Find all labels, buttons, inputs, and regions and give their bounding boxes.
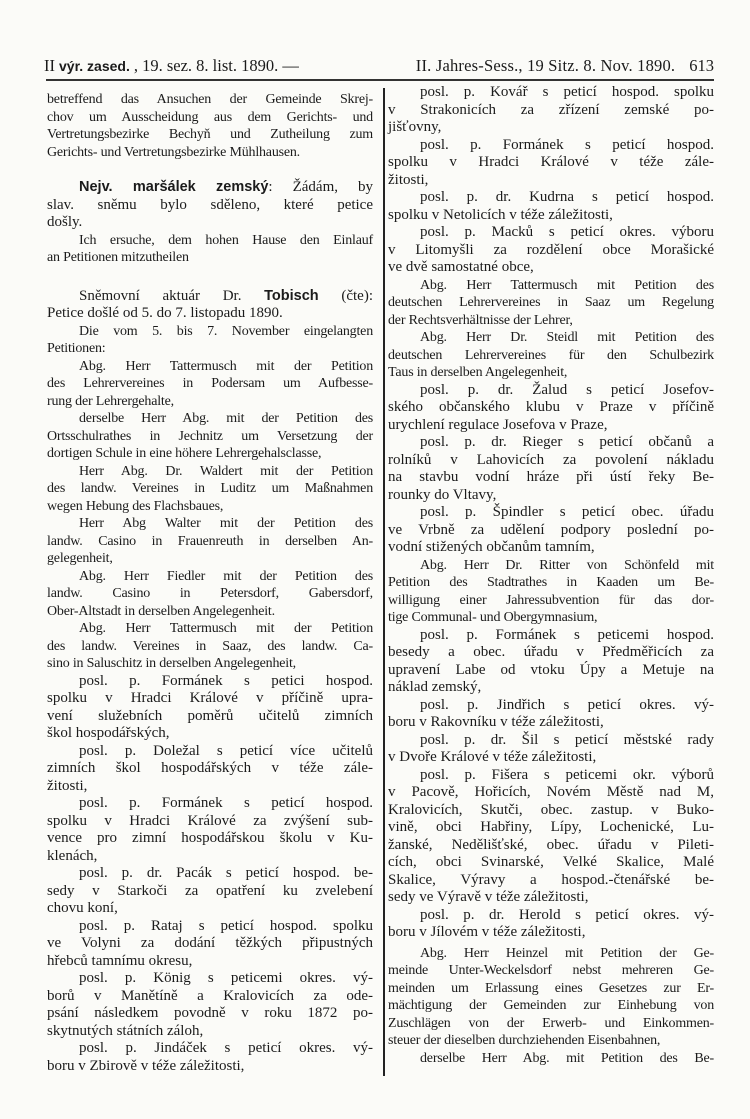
text-line bbox=[47, 918, 373, 936]
line-text: steuer der dieselben durchziehenden Eisenbahnen, bbox=[388, 1033, 661, 1048]
text-line bbox=[388, 259, 714, 277]
line-text: spolku v Hradci Králové za zvýšení sub- bbox=[47, 812, 373, 829]
text-line bbox=[388, 945, 714, 963]
text-line bbox=[388, 997, 714, 1015]
line-text: urychlení regulace Josefova v Praze, bbox=[388, 416, 608, 433]
header-date-de: II. Jahres-Sess., 19 Sitz. 8. Nov. 1890. bbox=[415, 56, 676, 75]
text-line bbox=[388, 662, 714, 680]
text-line bbox=[388, 889, 714, 907]
text-line bbox=[388, 592, 714, 610]
line-text: chovu koní, bbox=[47, 900, 118, 916]
line-text: posl. p. dr. Rieger s peticí občanů a bbox=[420, 434, 714, 450]
text-line bbox=[47, 988, 373, 1006]
text-line bbox=[47, 498, 373, 516]
text-line bbox=[388, 907, 714, 925]
line-text: willigung einer Jahressubvention für das dor- bbox=[388, 592, 714, 608]
line-text: Zuschlägen von der Erwerb- und Einkommen- bbox=[388, 1015, 714, 1031]
line-text: posl. p. Macků s peticí okres. výboru bbox=[420, 224, 714, 240]
text-line bbox=[47, 830, 373, 848]
text-line bbox=[47, 126, 373, 144]
line-text: Abg. Herr Tattermusch mit Petition des bbox=[420, 277, 714, 293]
line-text: : Žádám, by bbox=[268, 179, 373, 195]
text-line bbox=[47, 91, 373, 109]
line-text: slav. sněmu bylo sděleno, které petice bbox=[47, 196, 373, 213]
line-text: hřebců tamnímu okresu, bbox=[47, 952, 193, 969]
line-text: Petitionen: bbox=[47, 341, 106, 356]
text-line bbox=[388, 924, 714, 942]
line-text: Skalice, Výravy a hospod.-čtenářské be- bbox=[388, 871, 714, 888]
text-line bbox=[47, 760, 373, 778]
line-text: ve Volyni za dodání těžkých připustných bbox=[47, 935, 373, 951]
line-text: ského občanského klubu v Praze v příčině bbox=[388, 399, 714, 415]
line-text: boru v Zbirově v téže záležitosti, bbox=[47, 1057, 245, 1074]
text-line bbox=[388, 574, 714, 592]
line-text: landw. Casino in Petersdorf, Gabersdorf, bbox=[47, 586, 373, 601]
line-text: sedy v Starkoči za opatření ku zvelebení bbox=[47, 882, 373, 899]
text-line bbox=[388, 732, 714, 750]
line-text: posl. p. Formánek s peticí hospod. bbox=[79, 795, 373, 811]
text-line bbox=[47, 109, 373, 127]
line-text: posl. p. dr. Pacák s peticí hospod. be- bbox=[79, 865, 373, 881]
line-text: upravení Labe od vtoku Úpy a Metuje na bbox=[388, 661, 714, 678]
line-text: wegen Hebung des Flachsbaues, bbox=[47, 498, 224, 514]
text-line bbox=[47, 214, 373, 232]
text-line bbox=[388, 1032, 714, 1050]
text-line bbox=[388, 1015, 714, 1033]
line-text: posl. p. dr. Herold s peticí okres. vý- bbox=[420, 906, 714, 923]
header-session-cz: výr. zased. bbox=[59, 58, 130, 74]
line-text: meinde Unter-Weckelsdorf nebst mehreren Ge- bbox=[388, 963, 714, 978]
text-line bbox=[388, 329, 714, 347]
text-line bbox=[388, 469, 714, 487]
speaker-name: Nejv. maršálek zemský bbox=[79, 179, 269, 195]
text-line bbox=[388, 242, 714, 260]
right-column bbox=[388, 84, 714, 1067]
text-line bbox=[388, 504, 714, 522]
line-text: borů v Manětíně a Kralovicích za ode- bbox=[47, 987, 373, 1004]
text-line bbox=[388, 627, 714, 645]
text-line bbox=[47, 550, 373, 568]
text-line bbox=[47, 603, 373, 621]
line-text: Die vom 5. bis 7. November eingelangten bbox=[79, 323, 373, 339]
line-text: derselbe Herr Abg. mit Petition des Be- bbox=[420, 1050, 714, 1066]
page-number: 613 bbox=[689, 56, 714, 75]
line-text: v Pacově, Hořicích, Novém Městě nad M, bbox=[388, 784, 714, 800]
text-line bbox=[388, 434, 714, 452]
text-line bbox=[388, 277, 714, 295]
text-line bbox=[47, 620, 373, 638]
line-text: posl. p. Fišera s peticemi okr. výborů bbox=[420, 766, 714, 783]
line-text: rung der Lehrergehalte, bbox=[47, 393, 174, 409]
line-text: posl. p. Formánek s peticí hospod. bbox=[420, 136, 714, 153]
line-text: posl. p. dr. Kudrna s peticí hospod. bbox=[420, 189, 714, 205]
line-text: posl. p. Jindřich s peticí okres. vý- bbox=[420, 696, 714, 713]
line-text: rounky do Vltavy, bbox=[388, 486, 497, 503]
text-line bbox=[388, 452, 714, 470]
line-text: zimních škol hospodářských v téže zále- bbox=[47, 760, 373, 776]
page-header bbox=[44, 56, 714, 78]
line-text: Kralovicích, Skutči, obec. zastup. v Buko- bbox=[388, 801, 714, 818]
text-line bbox=[47, 883, 373, 901]
line-text: Taus in derselben Angelegenheit, bbox=[388, 365, 568, 380]
line-text: škol hospodářských, bbox=[47, 725, 170, 741]
text-line bbox=[388, 714, 714, 732]
text-line bbox=[47, 813, 373, 831]
text-line bbox=[47, 1058, 373, 1076]
line-text: posl. p. Rataj s peticí hospod. spolku bbox=[79, 917, 373, 934]
line-text: der Rechtsverhältnisse der Lehrer, bbox=[388, 312, 573, 328]
line-text: klenách, bbox=[47, 847, 98, 864]
line-text: posl. p. Kovář s peticí hospod. spolku bbox=[420, 84, 714, 100]
line-text: skytnutých státních záloh, bbox=[47, 1022, 204, 1039]
text-line bbox=[47, 1005, 373, 1023]
line-text: v Litomyšli za rozdělení obce Morašické bbox=[388, 241, 714, 258]
text-line bbox=[47, 305, 373, 323]
column-divider bbox=[383, 88, 385, 1076]
text-line bbox=[388, 784, 714, 802]
text-line bbox=[388, 767, 714, 785]
text-line bbox=[47, 288, 373, 306]
line-text: boru v Jílovém v téže záležitosti, bbox=[388, 924, 586, 940]
text-line bbox=[388, 189, 714, 207]
line-text: Gerichts- und Vertretungsbezirke Mühlhausen. bbox=[47, 144, 300, 160]
line-text: vence pro zimní hospodářskou školu v Ku- bbox=[47, 830, 373, 846]
text-line bbox=[388, 980, 714, 998]
text-line bbox=[388, 609, 714, 627]
text-line bbox=[47, 638, 373, 656]
line-text: žitosti, bbox=[47, 777, 88, 794]
line-text: Abg. Herr Dr. Steidl mit Petition des bbox=[420, 330, 714, 345]
line-text: landw. Casino in Frauenreuth in derselben An- bbox=[47, 533, 373, 549]
line-text: náklad zemský, bbox=[388, 679, 482, 695]
text-line bbox=[388, 487, 714, 505]
line-text: boru v Rakovníku v téže záležitosti, bbox=[388, 714, 604, 730]
text-line bbox=[388, 154, 714, 172]
text-line bbox=[47, 445, 373, 463]
line-text: des landw. Vereines in Saaz, des landw. Ca- bbox=[47, 638, 373, 654]
text-line bbox=[388, 382, 714, 400]
header-date-cz: , 19. sez. 8. list. 1890. — bbox=[133, 56, 299, 75]
text-line bbox=[47, 778, 373, 796]
text-line bbox=[388, 137, 714, 155]
line-text: ve Vrbně za udělení podpory poslední po- bbox=[388, 521, 714, 538]
line-text: Ober-Altstadt in derselben Angelegenheit. bbox=[47, 603, 275, 619]
text-line bbox=[388, 172, 714, 190]
text-line bbox=[388, 224, 714, 242]
line-text: Abg. Herr Dr. Ritter von Schönfeld mit bbox=[420, 557, 714, 573]
left-column bbox=[47, 91, 373, 1075]
line-text: ve dvě samostatné obce, bbox=[388, 259, 534, 275]
text-line bbox=[388, 872, 714, 890]
text-line bbox=[47, 179, 373, 197]
line-text: posl. p. Formánek s petici hospod. bbox=[79, 672, 373, 689]
text-line bbox=[47, 848, 373, 866]
line-text: tige Communal- und Obergymnasium, bbox=[388, 610, 598, 625]
text-line bbox=[388, 557, 714, 575]
line-text: spolku v Hradci Králové v příčině upra- bbox=[47, 690, 373, 706]
line-text: Abg. Herr Fiedler mit der Petition des bbox=[79, 568, 373, 584]
line-text: vení služebních poměrů učitelů zimních bbox=[47, 707, 373, 724]
line-text: žanské, Nedělišťské, obec. úřadu v Pileti- bbox=[388, 836, 714, 853]
line-text: gelegenheit, bbox=[47, 551, 113, 566]
text-line bbox=[47, 1040, 373, 1058]
text-line bbox=[47, 673, 373, 691]
text-line bbox=[388, 644, 714, 662]
text-line bbox=[388, 119, 714, 137]
line-text: Herr Abg Walter mit der Petition des bbox=[79, 516, 373, 531]
text-line bbox=[388, 399, 714, 417]
text-line bbox=[47, 708, 373, 726]
text-line bbox=[47, 743, 373, 761]
text-line bbox=[47, 690, 373, 708]
line-text: besedy a obec. úřadu v Předměřicích za bbox=[388, 644, 714, 660]
text-line bbox=[47, 232, 373, 250]
line-text: Herr Abg. Dr. Waldert mit der Petition bbox=[79, 463, 373, 479]
line-text: cích, obci Svinarské, Velké Skalice, Malé bbox=[388, 854, 714, 870]
text-line bbox=[47, 515, 373, 533]
text-line bbox=[47, 900, 373, 918]
line-text: posl. p. König s peticemi okres. vý- bbox=[79, 970, 373, 986]
text-line bbox=[388, 84, 714, 102]
line-text: posl. p. Doležal s peticí více učitelů bbox=[79, 742, 373, 759]
line-text: mächtigung der Gemeinden zur Einhebung von bbox=[388, 998, 714, 1013]
line-text: spolku v Netolicích v téže záležitosti, bbox=[388, 206, 613, 223]
line-text: došly. bbox=[47, 214, 83, 230]
text-line bbox=[388, 819, 714, 837]
text-line bbox=[388, 962, 714, 980]
line-text: betreffend das Ansuchen der Gemeinde Skrej- bbox=[47, 92, 373, 107]
text-line bbox=[388, 364, 714, 382]
text-line bbox=[47, 585, 373, 603]
text-line bbox=[47, 249, 373, 267]
line-text: sino in Saluschitz in derselben Angelegenheit, bbox=[47, 656, 296, 671]
line-text: meinden um Erlassung eines Gesetzes zur Er- bbox=[388, 980, 714, 996]
text-line bbox=[47, 463, 373, 481]
text-line bbox=[47, 568, 373, 586]
text-line bbox=[47, 655, 373, 673]
line-text: posl. p. Formánek s peticemi hospod. bbox=[420, 626, 714, 643]
text-line bbox=[47, 970, 373, 988]
text-line bbox=[47, 197, 373, 215]
text-line bbox=[388, 417, 714, 435]
line-text: jišťovny, bbox=[388, 119, 442, 135]
text-line bbox=[47, 340, 373, 358]
line-text: spolku v Hradci Králové v téže zále- bbox=[388, 154, 714, 170]
line-text: sedy ve Výravě v téže záležitosti, bbox=[388, 889, 589, 905]
text-line bbox=[47, 865, 373, 883]
text-line bbox=[47, 533, 373, 551]
text-line bbox=[47, 410, 373, 428]
text-line bbox=[388, 207, 714, 225]
line-text: an Petitionen mitzutheilen bbox=[47, 250, 189, 265]
text-line bbox=[47, 725, 373, 743]
header-rule bbox=[46, 79, 714, 81]
text-line bbox=[47, 375, 373, 393]
text-line bbox=[47, 795, 373, 813]
line-text: Ich ersuche, dem hohen Hause den Einlauf bbox=[79, 232, 373, 248]
line-text: derselbe Herr Abg. mit der Petition des bbox=[79, 411, 373, 426]
line-text: posl. p. dr. Šil s peticí městské rady bbox=[420, 731, 714, 748]
text-line bbox=[388, 522, 714, 540]
line-text: rolníků v Lahovicích za povolení nákladu bbox=[388, 451, 714, 468]
text-line bbox=[47, 480, 373, 498]
line-text: Sněmovní aktuár Dr. bbox=[79, 287, 265, 304]
header-roman: II bbox=[44, 56, 55, 75]
text-line bbox=[47, 358, 373, 376]
text-line bbox=[388, 837, 714, 855]
text-line bbox=[388, 697, 714, 715]
line-text: psání následkem povodně v roku 1872 po- bbox=[47, 1005, 373, 1021]
text-line bbox=[388, 802, 714, 820]
text-line bbox=[47, 1023, 373, 1041]
line-text: vodní stižených občanům tamním, bbox=[388, 539, 595, 555]
line-text: v Strakonicích za zřízení zemské po- bbox=[388, 101, 714, 118]
text-line bbox=[47, 144, 373, 162]
speaker-name: Tobisch bbox=[264, 287, 319, 304]
text-line bbox=[47, 393, 373, 411]
line-text: Abg. Herr Tattermusch mit der Petition bbox=[79, 621, 373, 636]
line-text: posl. p. dr. Žalud s peticí Josefov- bbox=[420, 381, 714, 398]
line-text: Vertretungsbezirke Bechyň und Zutheilung zum bbox=[47, 127, 373, 142]
text-line bbox=[388, 312, 714, 330]
line-text: Abg. Herr Heinzel mit Petition der Ge- bbox=[420, 945, 714, 961]
line-text: deutschen Lehrervereines für den Schulbezirk bbox=[388, 347, 714, 363]
text-line bbox=[388, 539, 714, 557]
line-text: žitosti, bbox=[388, 171, 429, 188]
text-line bbox=[388, 679, 714, 697]
text-line bbox=[388, 347, 714, 365]
text-line bbox=[47, 428, 373, 446]
line-text: dortigen Schule in eine höhere Lehrergehalsclasse, bbox=[47, 446, 322, 461]
line-text: chov um Ausscheidung aus dem Gerichts- und bbox=[47, 109, 373, 125]
line-text: v Dvoře Králové v téže záležitosti, bbox=[388, 749, 597, 765]
line-text: des Lehrervereines in Podersam um Aufbesse- bbox=[47, 376, 373, 391]
line-text: Abg. Herr Tattermusch mit der Petition bbox=[79, 358, 373, 374]
text-line bbox=[388, 102, 714, 120]
text-line bbox=[388, 1050, 714, 1068]
line-text: deutschen Lehrervereines in Saaz um Regelung bbox=[388, 295, 714, 310]
line-text: posl. p. Špindler s peticí obec. úřadu bbox=[420, 504, 714, 520]
text-line bbox=[47, 953, 373, 971]
text-line bbox=[47, 323, 373, 341]
line-text: na stavbu vodní hráze při ústí řeky Be- bbox=[388, 469, 714, 485]
line-text: vině, obci Habřiny, Lípy, Lochenické, Lu- bbox=[388, 819, 714, 835]
line-text: posl. p. Jindáček s peticí okres. vý- bbox=[79, 1040, 373, 1056]
text-line bbox=[47, 935, 373, 953]
line-text: des landw. Vereines in Luditz um Maßnahmen bbox=[47, 481, 373, 496]
text-line bbox=[388, 294, 714, 312]
text-line bbox=[388, 749, 714, 767]
line-text: Petition des Stadtrathes in Kaaden um Be- bbox=[388, 575, 714, 590]
line-text: Ortsschulrathes in Jechnitz um Versetzung der bbox=[47, 428, 373, 444]
text-line bbox=[388, 854, 714, 872]
line-text: Petice došlé od 5. do 7. listopadu 1890. bbox=[47, 305, 283, 321]
line-text: (čte): bbox=[318, 287, 373, 304]
